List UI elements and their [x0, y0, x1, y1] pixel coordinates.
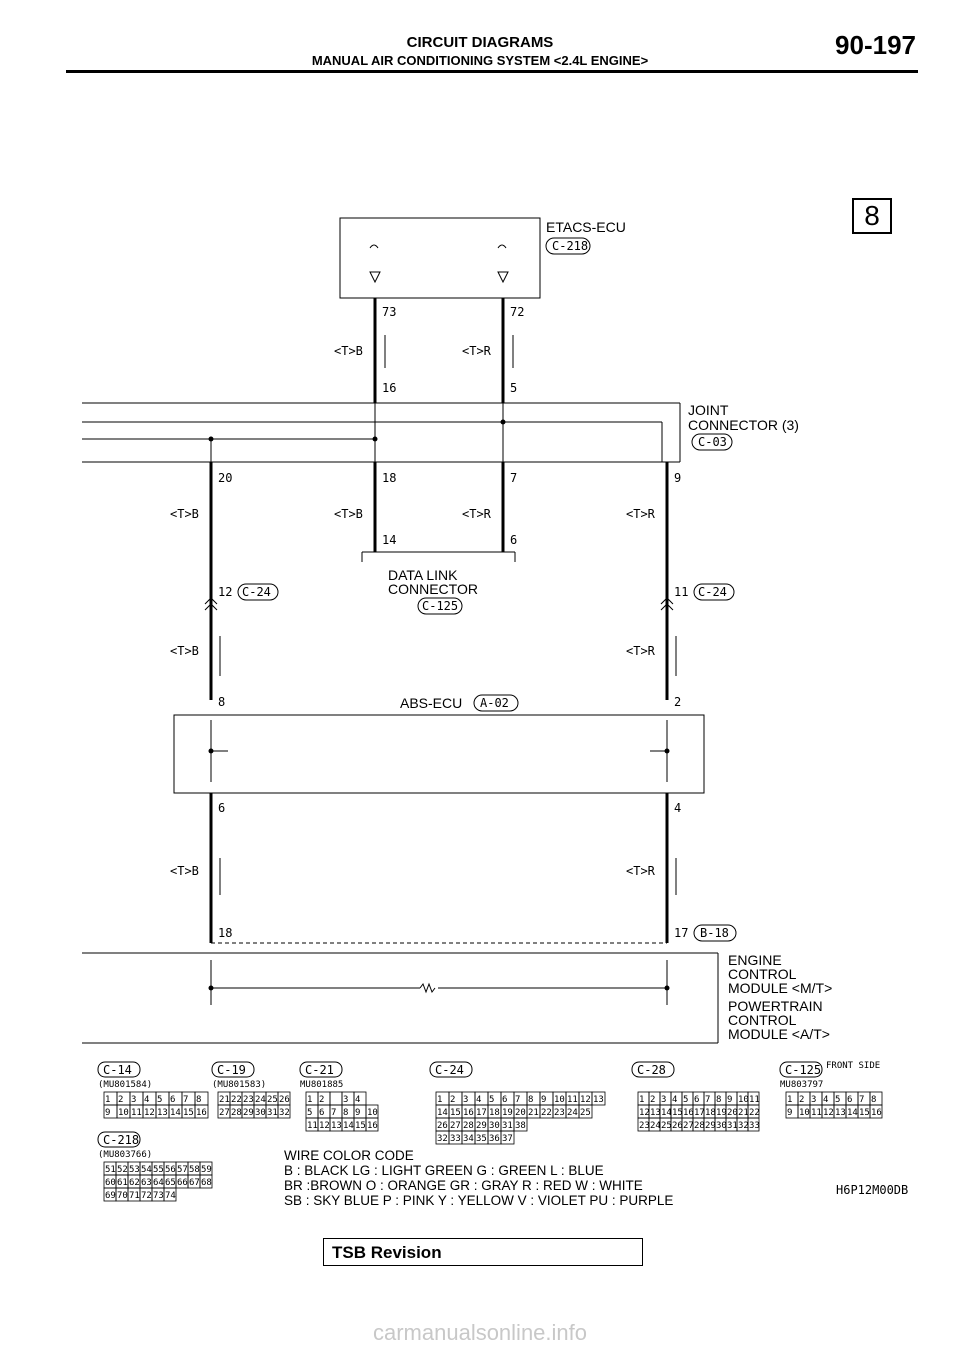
pin-17: 17 [674, 926, 689, 940]
connector-pin-number: 11 [749, 1095, 760, 1105]
abs-ecu-box [174, 715, 704, 793]
connector-pin-number: 9 [541, 1095, 547, 1105]
connector-pin-number: 13 [593, 1095, 604, 1105]
abs-ecu-label: ABS-ECU [400, 695, 463, 711]
figure-code: H6P12M00DB [836, 1183, 909, 1197]
connector-pin-number: 2 [799, 1095, 805, 1105]
connector-view-label: C-14 [103, 1063, 132, 1077]
connector-pin-number: 71 [129, 1191, 140, 1201]
connector-pin-number: 26 [279, 1095, 290, 1105]
connector-pin-number: 1 [437, 1095, 443, 1105]
connector-pin-number: 16 [196, 1108, 207, 1118]
connector-pin-number: 29 [476, 1121, 487, 1131]
pin-20: 20 [218, 471, 233, 485]
connector-pin-number: 13 [835, 1108, 846, 1118]
connector-pin-number: 8 [871, 1095, 877, 1105]
connector-pin-number: 26 [437, 1121, 448, 1131]
connector-pin-number: 58 [189, 1165, 200, 1175]
connector-pin-number: 3 [463, 1095, 469, 1105]
connector-part-number: (MU801584) [98, 1080, 153, 1090]
pin-7: 7 [510, 471, 518, 485]
connector-view-label: C-125 [785, 1063, 822, 1077]
connector-view-label: C-19 [217, 1063, 246, 1077]
connector-pin-number: 5 [835, 1095, 841, 1105]
connector-pin-number: 70 [117, 1191, 128, 1201]
color-code-title: WIRE COLOR CODE [284, 1148, 414, 1163]
connector-pin-number: 15 [672, 1108, 683, 1118]
connector-pin-number: 22 [541, 1108, 552, 1118]
connector-pin-number: 1 [307, 1095, 313, 1105]
connector-pin-number: 29 [243, 1108, 254, 1118]
connector-pin-number: 5 [157, 1095, 163, 1105]
connector-pin-number: 8 [528, 1095, 534, 1105]
connector-pin-number: 27 [219, 1108, 230, 1118]
ecm-label-4: POWERTRAIN [728, 998, 823, 1014]
dlc-conn-label: C-125 [422, 599, 459, 613]
wire-tr-1: <T>R [462, 344, 491, 358]
connector-pin-number: 25 [580, 1108, 591, 1118]
connector-pin-number: 27 [450, 1121, 461, 1131]
connector-pin-number: 10 [367, 1108, 378, 1118]
connector-pin-number: 32 [437, 1134, 448, 1144]
wire-tb-5: <T>B [170, 864, 199, 878]
pin-16: 16 [382, 381, 397, 395]
connector-pin-number: 8 [343, 1108, 349, 1118]
connector-pin-number: 13 [650, 1108, 661, 1118]
connector-part-number: MU801885 [300, 1080, 344, 1090]
connector-pin-number: 4 [355, 1095, 361, 1105]
connector-pin-number: 6 [502, 1095, 508, 1105]
connector-pin-number: 16 [871, 1108, 882, 1118]
connector-pin-number: 4 [144, 1095, 150, 1105]
connector-pin-number: 13 [157, 1108, 168, 1118]
pin-73: 73 [382, 305, 397, 319]
pin-6b: 6 [218, 801, 226, 815]
dlc-label-1: DATA LINK [388, 567, 458, 583]
connector-pin-number: 4 [823, 1095, 829, 1105]
ecm-label-2: CONTROL [728, 966, 797, 982]
connector-pin-number: 2 [118, 1095, 124, 1105]
connector-view-label: C-21 [305, 1063, 334, 1077]
connector-pin-number: 4 [672, 1095, 678, 1105]
connector-pin-number: 61 [117, 1178, 128, 1188]
connector-pin-number: 7 [705, 1095, 711, 1105]
connector-pin-number: 19 [716, 1108, 727, 1118]
connector-pin-number: 2 [450, 1095, 456, 1105]
connector-pin-number: 22 [231, 1095, 242, 1105]
connector-pin-number: 69 [105, 1191, 116, 1201]
connector-pin-number: 25 [661, 1121, 672, 1131]
connector-pin-number: 65 [165, 1178, 176, 1188]
connector-pin-number: 24 [255, 1095, 266, 1105]
connector-pin-number: 12 [319, 1121, 330, 1131]
connector-pin-number: 32 [279, 1108, 290, 1118]
connector-pin-number: 21 [219, 1095, 230, 1105]
connector-pin-number: 56 [165, 1165, 176, 1175]
b18-conn-label: B-18 [700, 926, 729, 940]
connector-pin-number: 8 [196, 1095, 202, 1105]
connector-pin-number: 18 [705, 1108, 716, 1118]
pin-11: 11 [674, 585, 689, 599]
connector-pin-number: 68 [201, 1178, 212, 1188]
connector-pin-number: 14 [170, 1108, 181, 1118]
connector-pin-number: 59 [201, 1165, 212, 1175]
wire-tr-5: <T>R [626, 864, 655, 878]
connector-note: FRONT SIDE [826, 1061, 881, 1071]
connector-pin-number: 29 [705, 1121, 716, 1131]
pin-8: 8 [218, 695, 226, 709]
connector-pin-number: 52 [117, 1165, 128, 1175]
connector-part-number: (MU801583) [212, 1080, 267, 1090]
connector-pin-number: 1 [639, 1095, 645, 1105]
connector-view-label: C-218 [103, 1133, 140, 1147]
connector-pin-cell [330, 1092, 342, 1105]
connector-pin-number: 9 [355, 1108, 361, 1118]
connector-pin-number: 23 [243, 1095, 254, 1105]
connector-pin-number: 6 [847, 1095, 853, 1105]
pin-18b: 18 [218, 926, 233, 940]
connector-pin-number: 31 [267, 1108, 278, 1118]
connector-pin-number: 27 [683, 1121, 694, 1131]
connector-view-label: C-24 [435, 1063, 464, 1077]
connector-pin-number: 5 [307, 1108, 313, 1118]
connector-pin-number: 10 [799, 1108, 810, 1118]
connector-pin-number: 7 [515, 1095, 521, 1105]
pin-18: 18 [382, 471, 397, 485]
connector-pin-number: 12 [639, 1108, 650, 1118]
connector-pin-number: 11 [567, 1095, 578, 1105]
connector-pin-number: 14 [847, 1108, 858, 1118]
connector-pin-number: 36 [489, 1134, 500, 1144]
connector-pin-number: 30 [255, 1108, 266, 1118]
connector-part-number: (MU803766) [98, 1150, 153, 1160]
connector-pin-number: 34 [463, 1134, 474, 1144]
etacs-conn-label: C-218 [552, 239, 589, 253]
connector-pin-number: 30 [489, 1121, 500, 1131]
c24-left-label: C-24 [242, 585, 271, 599]
connector-pin-number: 60 [105, 1178, 116, 1188]
connector-pin-number: 64 [153, 1178, 164, 1188]
connector-pin-number: 6 [319, 1108, 325, 1118]
connector-pin-number: 31 [727, 1121, 738, 1131]
connector-pin-number: 5 [683, 1095, 689, 1105]
connector-pin-number: 57 [177, 1165, 188, 1175]
connector-pin-number: 10 [554, 1095, 565, 1105]
connector-pin-number: 31 [502, 1121, 513, 1131]
connector-pin-number: 11 [307, 1121, 318, 1131]
pin-6: 6 [510, 533, 518, 547]
connector-pin-number: 53 [129, 1165, 140, 1175]
connector-pin-number: 28 [694, 1121, 705, 1131]
connector-pin-number: 15 [450, 1108, 461, 1118]
page-marker: 8 [852, 198, 892, 234]
wire-tr-4: <T>R [626, 644, 655, 658]
connector-pin-number: 17 [476, 1108, 487, 1118]
c24-right-label: C-24 [698, 585, 727, 599]
connector-pin-number: 24 [650, 1121, 661, 1131]
etacs-ecu-box [340, 218, 540, 298]
connector-pin-number: 51 [105, 1165, 116, 1175]
connector-pin-number: 7 [859, 1095, 865, 1105]
pin-4: 4 [674, 801, 682, 815]
connector-pin-number: 10 [738, 1095, 749, 1105]
connector-pin-number: 11 [811, 1108, 822, 1118]
connector-pin-number: 8 [716, 1095, 722, 1105]
connector-pin-number: 73 [153, 1191, 164, 1201]
connector-pin-number: 3 [661, 1095, 667, 1105]
color-code-line1: B : BLACK LG : LIGHT GREEN G : GREEN L : BLUE [284, 1163, 604, 1178]
connector-pin-number: 22 [749, 1108, 760, 1118]
connector-pin-number: 14 [343, 1121, 354, 1131]
connector-pin-number: 54 [141, 1165, 152, 1175]
connector-pin-number: 9 [727, 1095, 733, 1105]
connector-pin-number: 21 [528, 1108, 539, 1118]
connector-view-label: C-28 [637, 1063, 666, 1077]
connector-pin-number: 62 [129, 1178, 140, 1188]
connector-pin-number: 14 [661, 1108, 672, 1118]
connector-pin-number: 33 [749, 1121, 760, 1131]
ecm-label-5: CONTROL [728, 1012, 797, 1028]
ecm-label-1: ENGINE [728, 952, 782, 968]
joint-conn-label: C-03 [698, 435, 727, 449]
connector-pin-number: 16 [683, 1108, 694, 1118]
connector-pin-number: 24 [567, 1108, 578, 1118]
tsb-revision: TSB Revision [323, 1238, 643, 1266]
pin-14: 14 [382, 533, 397, 547]
wire-tr-3: <T>R [626, 507, 655, 521]
connector-pin-number: 17 [694, 1108, 705, 1118]
connector-pin-number: 2 [319, 1095, 325, 1105]
connector-pin-number: 10 [118, 1108, 129, 1118]
connector-pin-number: 32 [738, 1121, 749, 1131]
wire-tb-1: <T>B [334, 344, 363, 358]
connector-pin-number: 23 [639, 1121, 650, 1131]
connector-pin-number: 16 [463, 1108, 474, 1118]
etacs-ecu-label: ETACS-ECU [546, 219, 626, 235]
connector-pin-number: 26 [672, 1121, 683, 1131]
wire-tb-2: <T>B [170, 507, 199, 521]
connector-pin-number: 67 [189, 1178, 200, 1188]
connector-pin-number: 20 [515, 1108, 526, 1118]
pin-72: 72 [510, 305, 525, 319]
connector-pin-number: 15 [183, 1108, 194, 1118]
connector-pin-number: 9 [105, 1108, 111, 1118]
wire-tb-3: <T>B [334, 507, 363, 521]
connector-pin-number: 18 [489, 1108, 500, 1118]
connector-pin-number: 35 [476, 1134, 487, 1144]
connector-pin-number: 12 [580, 1095, 591, 1105]
connector-pin-number: 33 [450, 1134, 461, 1144]
connector-pin-number: 15 [859, 1108, 870, 1118]
watermark: carmanualsonline.info [372, 1320, 588, 1345]
connector-pin-number: 1 [105, 1095, 111, 1105]
connector-pin-number: 55 [153, 1165, 164, 1175]
connector-pin-number: 6 [694, 1095, 700, 1105]
connector-pin-number: 3 [131, 1095, 137, 1105]
connector-pin-number: 25 [267, 1095, 278, 1105]
pin-12: 12 [218, 585, 233, 599]
section-title: CIRCUIT DIAGRAMS [406, 34, 554, 51]
connector-pin-number: 3 [343, 1095, 349, 1105]
color-code-line2: BR :BROWN O : ORANGE GR : GRAY R : RED W : WHITE [284, 1178, 643, 1193]
connector-pin-number: 28 [231, 1108, 242, 1118]
connector-pin-number: 11 [131, 1108, 142, 1118]
dlc-label-2: CONNECTOR [388, 581, 478, 597]
connector-pin-number: 7 [183, 1095, 189, 1105]
abs-conn-label: A-02 [480, 696, 509, 710]
connector-pin-number: 66 [177, 1178, 188, 1188]
connector-pin-number: 37 [502, 1134, 513, 1144]
joint-label-2: CONNECTOR (3) [688, 417, 799, 433]
wire-tb-4: <T>B [170, 644, 199, 658]
page-number: 90-197 [835, 30, 916, 60]
section-subtitle: MANUAL AIR CONDITIONING SYSTEM <2.4L ENGINE> [311, 53, 649, 68]
connector-pin-number: 4 [476, 1095, 482, 1105]
connector-pin-number: 23 [554, 1108, 565, 1118]
connector-pin-number: 3 [811, 1095, 817, 1105]
pin-9: 9 [674, 471, 682, 485]
joint-label-1: JOINT [688, 402, 729, 418]
connector-part-number: MU803797 [780, 1080, 824, 1090]
connector-pin-number: 72 [141, 1191, 152, 1201]
connector-pin-number: 5 [489, 1095, 495, 1105]
connector-pin-number: 12 [144, 1108, 155, 1118]
connector-pin-number: 7 [331, 1108, 337, 1118]
connector-pin-number: 63 [141, 1178, 152, 1188]
connector-pin-number: 15 [355, 1121, 366, 1131]
connector-pin-number: 38 [515, 1121, 526, 1131]
pin-2: 2 [674, 695, 682, 709]
connector-pin-number: 21 [738, 1108, 749, 1118]
connector-pin-number: 16 [367, 1121, 378, 1131]
connector-pin-number: 74 [165, 1191, 176, 1201]
connector-pin-number: 6 [170, 1095, 176, 1105]
connector-pin-number: 1 [787, 1095, 793, 1105]
ecm-label-6: MODULE <A/T> [728, 1026, 830, 1042]
connector-pin-number: 9 [787, 1108, 793, 1118]
ecm-label-3: MODULE <M/T> [728, 980, 833, 996]
color-code-line3: SB : SKY BLUE P : PINK Y : YELLOW V : VIOLET PU : PURPLE [284, 1193, 674, 1208]
pin-5: 5 [510, 381, 518, 395]
connector-pin-number: 13 [331, 1121, 342, 1131]
connector-pin-number: 12 [823, 1108, 834, 1118]
connector-pin-number: 28 [463, 1121, 474, 1131]
connector-pin-number: 14 [437, 1108, 448, 1118]
connector-pin-number: 19 [502, 1108, 513, 1118]
connector-pin-number: 30 [716, 1121, 727, 1131]
wire-tr-2: <T>R [462, 507, 491, 521]
connector-pin-number: 2 [650, 1095, 656, 1105]
connector-pin-number: 20 [727, 1108, 738, 1118]
